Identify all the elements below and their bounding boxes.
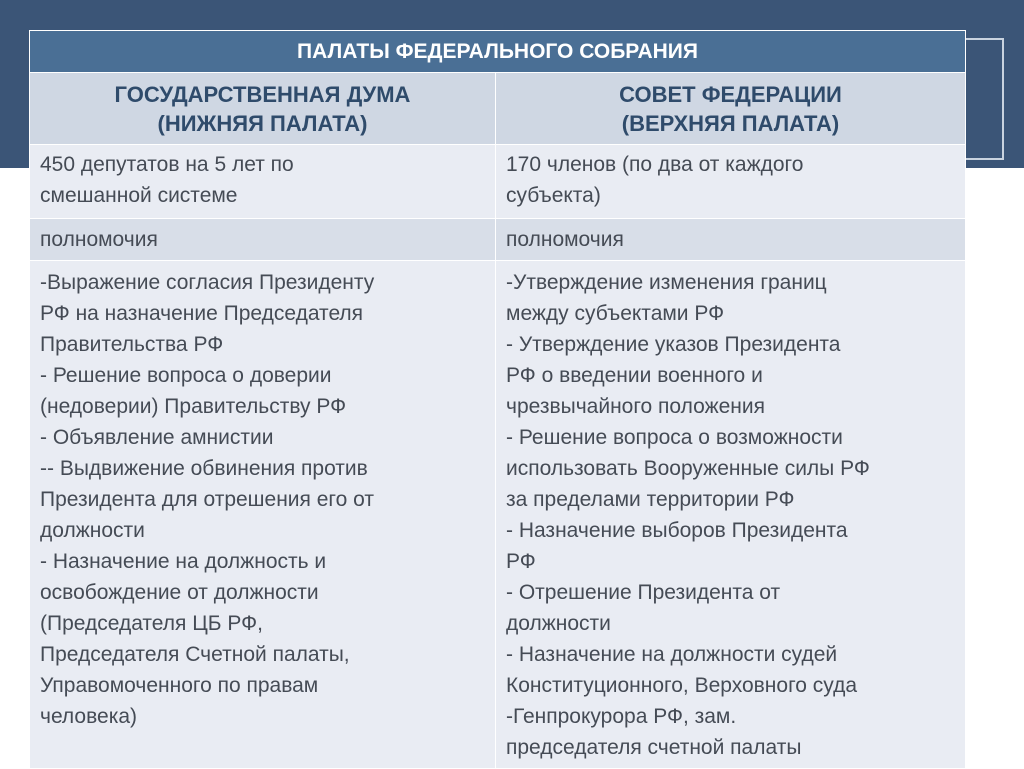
federation-council-powers-cell bbox=[496, 261, 966, 769]
state-duma-composition-cell bbox=[30, 145, 496, 219]
powers-label-row bbox=[30, 219, 966, 261]
state-duma-title: ГОСУДАРСТВЕННАЯ ДУМА bbox=[114, 81, 411, 107]
federation-council-powers-list: -Утверждение изменения границ между субъектами РФ - Утверждение указов Президента РФ о введении военного и чрезвычайного положения - Решение вопроса о возможности использовать Вооруженные силы РФ за пределами территории РФ - Назначение выборов Президента РФ - Отрешение Президента от должности - Назначение на должности судей Конституционного, Верховного суда -Генпрокурора РФ, зам. председателя счетной палаты bbox=[506, 271, 870, 759]
decorative-frame bbox=[960, 38, 1004, 160]
table-title-row bbox=[30, 31, 966, 73]
federation-council-title: СОВЕТ ФЕДЕРАЦИИ bbox=[619, 81, 842, 107]
column-header-state-duma bbox=[30, 73, 496, 145]
powers-row bbox=[30, 261, 966, 769]
chambers-comparison-table bbox=[29, 30, 966, 769]
federation-council-powers-label: полномочия bbox=[506, 228, 624, 251]
state-duma-powers-cell bbox=[30, 261, 496, 769]
state-duma-subtitle: (НИЖНЯЯ ПАЛАТА) bbox=[157, 110, 368, 136]
state-duma-composition: 450 депутатов на 5 лет по смешанной системе bbox=[40, 153, 294, 207]
federation-council-composition: 170 членов (по два от каждого субъекта) bbox=[506, 153, 804, 207]
state-duma-powers-list: -Выражение согласия Президенту РФ на назначение Председателя Правительства РФ - Решение вопроса о доверии (недоверии) Правительству РФ - Объявление амнистии -- Выдвижение обвинения против Президента для отрешения его от должности - Назначение на должность и освобождение от должности (Председателя ЦБ РФ, Председателя Счетной палаты, Управомоченного по правам человека) bbox=[40, 271, 375, 728]
column-header-federation-council bbox=[496, 73, 966, 145]
federation-council-subtitle: (ВЕРХНЯЯ ПАЛАТА) bbox=[621, 110, 840, 136]
state-duma-powers-label-cell bbox=[30, 219, 496, 261]
table-header-row bbox=[30, 73, 966, 145]
composition-row bbox=[30, 145, 966, 219]
federation-council-composition-cell bbox=[496, 145, 966, 219]
state-duma-powers-label: полномочия bbox=[40, 228, 158, 251]
table-title: ПАЛАТЫ ФЕДЕРАЛЬНОГО СОБРАНИЯ bbox=[30, 31, 966, 73]
federation-council-powers-label-cell bbox=[496, 219, 966, 261]
